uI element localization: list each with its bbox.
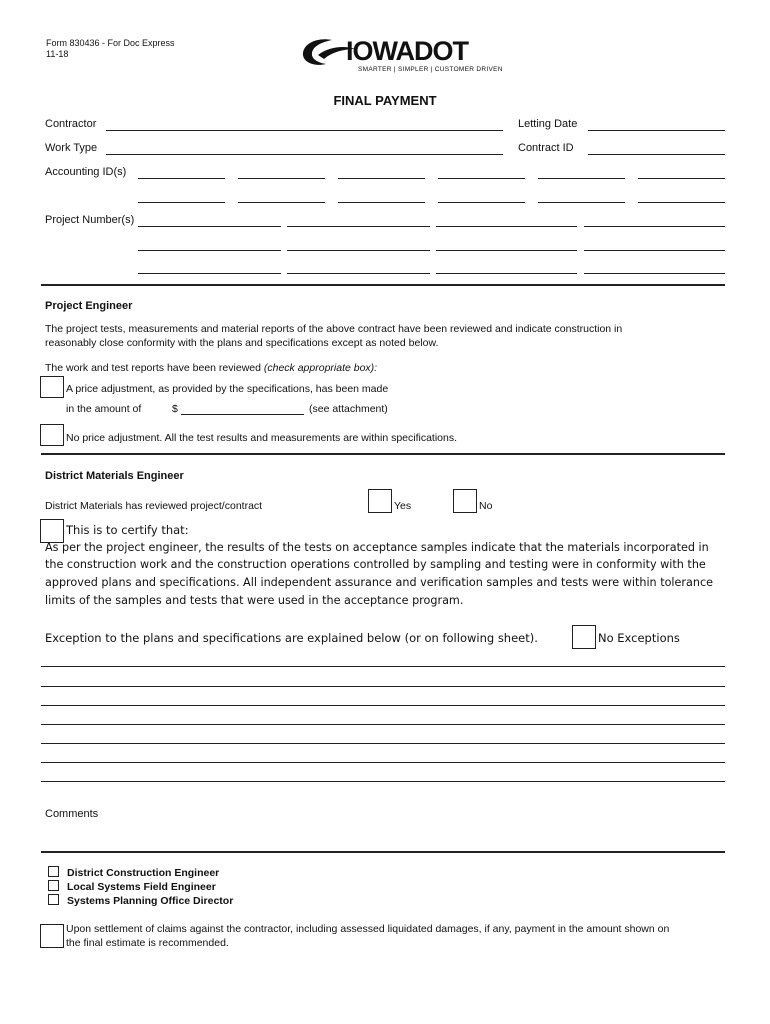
settlement-checkbox[interactable] xyxy=(40,924,64,948)
cert-line1: As per the project engineer, the results of the tests on acceptance samples indicate that the materials incorporated in xyxy=(45,541,709,554)
no-label: No xyxy=(479,500,493,512)
exception-line[interactable] xyxy=(41,743,725,744)
exception-label: Exception to the plans and specifications are explained below (or on following sheet). xyxy=(45,631,538,645)
project-number-field[interactable] xyxy=(584,273,725,274)
project-number-field[interactable] xyxy=(436,273,577,274)
systems-planning-label: Systems Planning Office Director xyxy=(67,895,234,907)
section-divider xyxy=(41,851,725,853)
comments-label: Comments xyxy=(45,808,99,820)
accounting-id-field[interactable] xyxy=(338,178,425,179)
project-number-field[interactable] xyxy=(436,226,577,227)
district-construction-label: District Construction Engineer xyxy=(67,867,220,879)
logo-wordmark: IOWADOT xyxy=(346,36,468,66)
iowa-dot-logo xyxy=(300,36,503,76)
project-number-field[interactable] xyxy=(138,273,281,274)
settlement-line2: the final estimate is recommended. xyxy=(66,937,229,949)
pe-paragraph-line2: reasonably close conformity with the plans and specifications except as noted below. xyxy=(45,337,439,349)
project-numbers-label: Project Number(s) xyxy=(45,214,135,226)
form-number: Form 830436 - For Doc Express xyxy=(46,38,175,48)
exception-line[interactable] xyxy=(41,781,725,782)
letting-date-field[interactable] xyxy=(588,130,725,131)
accounting-id-field[interactable] xyxy=(338,202,425,203)
district-materials-heading: District Materials Engineer xyxy=(45,470,184,482)
project-number-field[interactable] xyxy=(138,226,281,227)
amount-field[interactable] xyxy=(181,414,304,415)
page-title: FINAL PAYMENT xyxy=(333,93,437,108)
yes-label: Yes xyxy=(394,500,412,512)
work-type-field[interactable] xyxy=(106,154,503,155)
accounting-id-field[interactable] xyxy=(438,202,525,203)
cert-line2: the construction work and the construction operations controlled by sampling and testing were in conformity with the xyxy=(45,558,706,571)
no-price-adjustment-checkbox[interactable] xyxy=(40,424,64,446)
no-checkbox[interactable] xyxy=(453,489,477,513)
see-attachment-label: (see attachment) xyxy=(309,403,388,415)
exception-line[interactable] xyxy=(41,686,725,687)
cert-line4: limits of the samples and tests that were used in the acceptance program. xyxy=(45,594,464,607)
contractor-label: Contractor xyxy=(45,118,97,130)
pe-paragraph-line1: The project tests, measurements and material reports of the above contract have been reviewed and indicate construction in xyxy=(45,323,623,335)
accounting-id-field[interactable] xyxy=(638,178,725,179)
section-divider xyxy=(41,284,725,286)
reviewed-italic: (check appropriate box): xyxy=(263,362,378,374)
reviewed-prefix: The work and test reports have been reviewed xyxy=(45,362,264,374)
dollar-sign: $ xyxy=(172,403,178,415)
accounting-id-field[interactable] xyxy=(238,178,325,179)
accounting-id-field[interactable] xyxy=(238,202,325,203)
accounting-ids-label: Accounting ID(s) xyxy=(45,166,127,178)
settlement-line1: Upon settlement of claims against the contractor, including assessed liquidated damages, if any, payment in the amount shown on xyxy=(66,923,670,935)
local-systems-label: Local Systems Field Engineer xyxy=(67,881,216,893)
yes-checkbox[interactable] xyxy=(368,489,392,513)
no-exceptions-checkbox[interactable] xyxy=(572,625,596,649)
contract-id-field[interactable] xyxy=(588,154,725,155)
accounting-id-field[interactable] xyxy=(538,202,625,203)
form-date: 11-18 xyxy=(46,49,69,59)
exception-line[interactable] xyxy=(41,705,725,706)
no-exceptions-label: No Exceptions xyxy=(598,631,680,645)
accounting-id-field[interactable] xyxy=(438,178,525,179)
letting-date-label: Letting Date xyxy=(518,118,578,130)
dm-reviewed-label: District Materials has reviewed project/contract xyxy=(45,500,263,512)
certify-checkbox[interactable] xyxy=(40,519,64,543)
project-number-field[interactable] xyxy=(287,250,430,251)
cert-line3: approved plans and specifications. All independent assurance and verification samples and tests were within tolerance xyxy=(45,576,714,589)
project-number-field[interactable] xyxy=(287,273,430,274)
accounting-id-field[interactable] xyxy=(138,202,225,203)
logo-tagline: SMARTER | SIMPLER | CUSTOMER DRIVEN xyxy=(358,66,503,73)
project-number-field[interactable] xyxy=(287,226,430,227)
local-systems-checkbox[interactable] xyxy=(48,880,59,891)
reviewed-instruction xyxy=(45,362,377,374)
accounting-id-field[interactable] xyxy=(538,178,625,179)
certify-label: This is to certify that: xyxy=(66,523,189,537)
exception-line[interactable] xyxy=(41,724,725,725)
no-price-adjustment-label: No price adjustment. All the test results and measurements are within specifications. xyxy=(66,432,458,444)
amount-label: in the amount of xyxy=(66,403,142,415)
section-divider xyxy=(41,453,725,455)
project-number-field[interactable] xyxy=(138,250,281,251)
price-adjustment-label: A price adjustment, as provided by the specifications, has been made xyxy=(66,383,389,395)
accounting-id-field[interactable] xyxy=(638,202,725,203)
project-number-field[interactable] xyxy=(584,226,725,227)
exception-line[interactable] xyxy=(41,666,725,667)
accounting-id-field[interactable] xyxy=(138,178,225,179)
exception-line[interactable] xyxy=(41,762,725,763)
price-adjustment-checkbox[interactable] xyxy=(40,376,64,398)
project-number-field[interactable] xyxy=(584,250,725,251)
project-engineer-heading: Project Engineer xyxy=(45,300,133,312)
district-construction-checkbox[interactable] xyxy=(48,866,59,877)
systems-planning-checkbox[interactable] xyxy=(48,894,59,905)
contract-id-label: Contract ID xyxy=(518,142,574,154)
contractor-field[interactable] xyxy=(106,130,503,131)
work-type-label: Work Type xyxy=(45,142,98,154)
project-number-field[interactable] xyxy=(436,250,577,251)
